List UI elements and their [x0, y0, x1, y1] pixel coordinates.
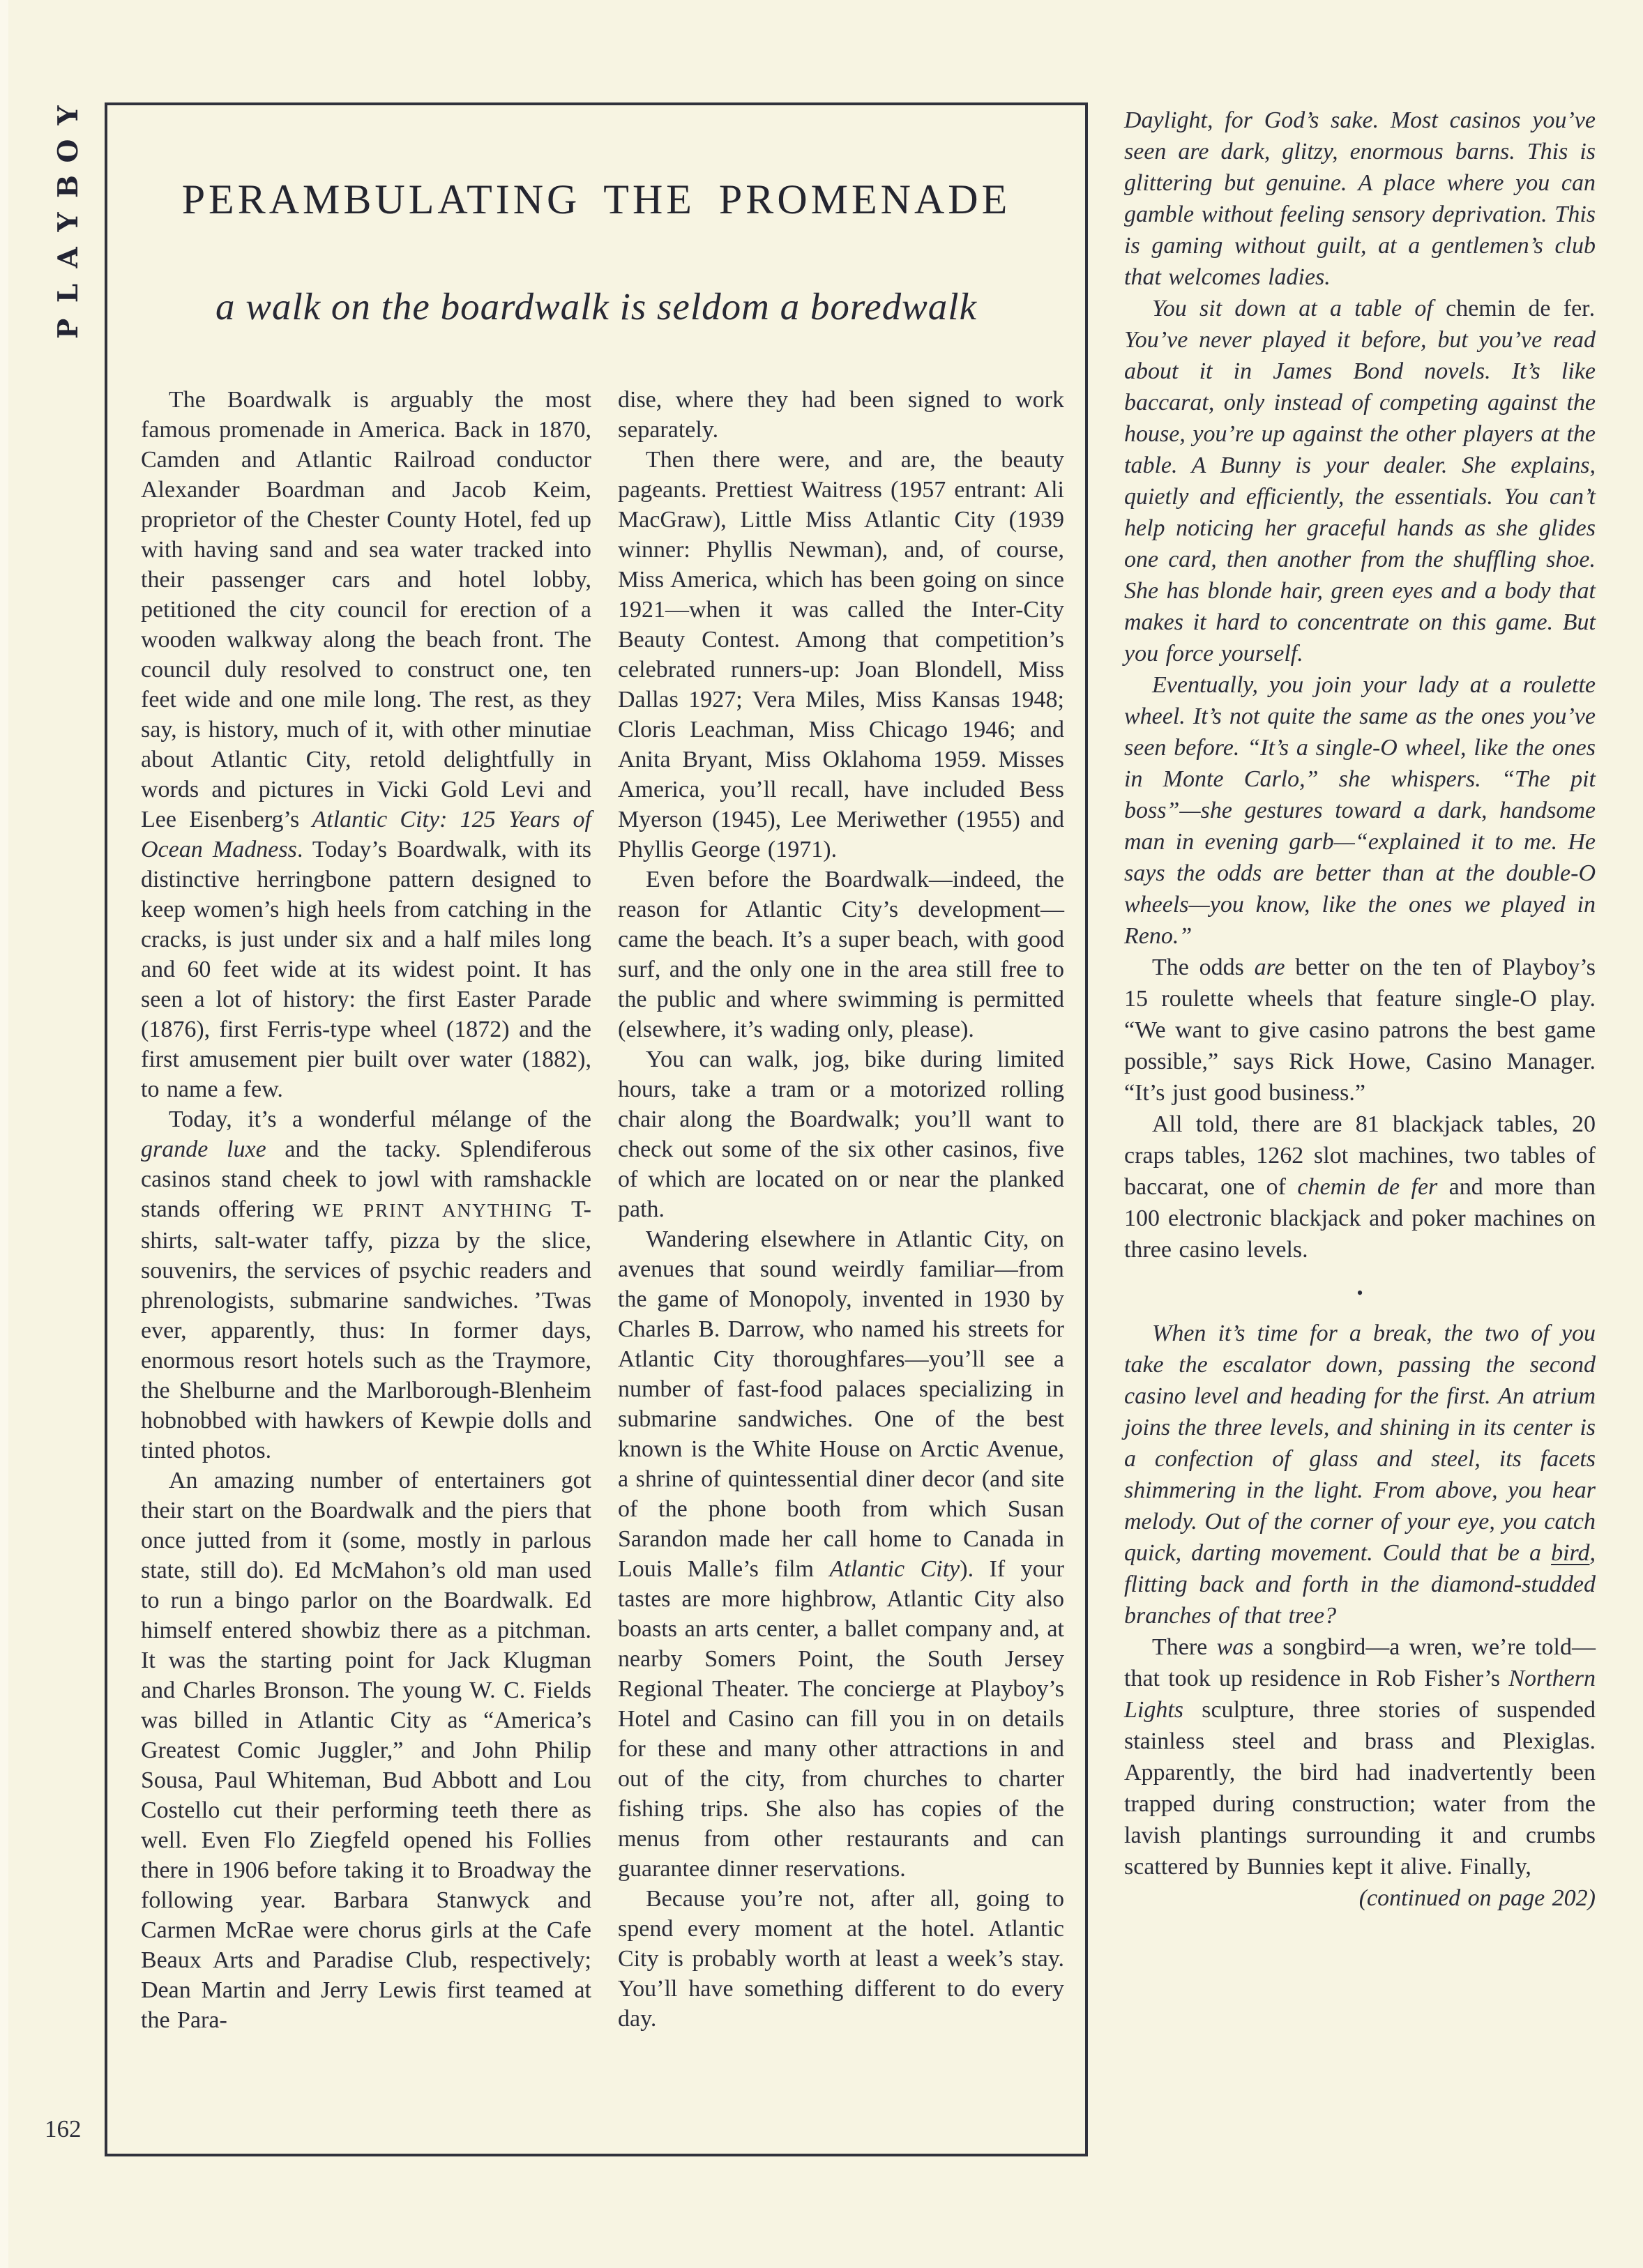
scan-edge: [0, 0, 8, 2268]
spine-letter: Y: [52, 212, 84, 232]
spine-text: [43, 98, 92, 347]
paragraph: Today, it’s a wonderful mélange of the grande luxe and the tacky. Splendiferous casinos stand cheek to jowl with ramshackle stands offering WE PRINT ANYTHING T-shirts, salt-water taffy, pizza by the slice, souvenirs, the services of psychic readers and phrenologists, submarine sandwiches. ’Twas ever, apparently, thus: In former days, enormous resort hotels such as the Traymore, the Shelburne and the Marlborough-Blenheim hobnobbed with hawkers of Kewpie dolls and tinted photos.: [141, 1106, 591, 1463]
paragraph: You can walk, jog, bike during limited hours, take a tram or a motorized rolling chair along the Boardwalk; you’ll want to check out some of the six other casinos, five of which are located on or near the planked path.: [618, 1047, 1064, 1222]
paragraph: There was a songbird—a wren, we’re told—that took up residence in Rob Fisher’s Northern Lights sculpture, three stories of suspended stainless steel and brass and Plexiglas. Apparently, the bird had inadvertently been trapped during construction; water from the lavish plantings surrounding it and crumbs scattered by Bunnies kept it alive. Finally,: [1124, 1634, 1596, 1880]
paragraph: You sit down at a table of chemin de fer. You’ve never played it before, but you’ve read about it in James Bond novels. It’s like baccarat, only instead of competing against the house, you’re up against the other players at the table. A Bunny is your dealer. She explains, quietly and efficiently, the essentials. You can’t help noticing her graceful hands as she glides one card, then another from the shuffling shoe. She has blonde hair, green eyes and a body that makes it hard to concentrate on this game. But you force yourself.: [1124, 296, 1596, 667]
bullet-separator: •: [1356, 1283, 1363, 1303]
spine-letter: B: [52, 175, 84, 198]
spine-letter: A: [52, 247, 84, 268]
spine-letter: P: [52, 318, 84, 340]
column-left: [141, 385, 591, 2035]
paragraph: Eventually, you join your lady at a roulette wheel. It’s not quite the same as the ones you’ve seen before. “It’s a single-O wheel, like the ones in Monte Carlo,” she whispers. “The pit boss”—she gestures toward a dark, handsome man in evening garb—“explained it to me. He says the odds are better than at the double-O wheels—you know, like the ones we played in Reno.”: [1124, 672, 1596, 949]
column-middle: [618, 385, 1064, 2034]
paragraph: The Boardwalk is arguably the most famous promenade in America. Back in 1870, Camden and Atlantic Railroad conductor Alexander Boardman and Jacob Keim, proprietor of the Chester County Hotel, fed up with having sand and sea water tracked into their passenger cars and hotel lobby, petitioned the city council for erection of a wooden walkway along the beach front. The council duly resolved to construct one, ten feet wide and one mile long. The rest, as they say, is history, much of it, with other minutiae about Atlantic City, retold delightfully in words and pictures in Vicki Gold Levi and Lee Eisenberg’s Atlantic City: 125 Years of Ocean Madness. Today’s Boardwalk, with its distinctive herringbone pattern designed to keep women’s high heels from catching in the cracks, is just under six and a half miles long and 60 feet wide at its widest point. It has seen a lot of history: the first Easter Parade (1876), first Ferris-type wheel (1872) and the first amusement pier built over water (1882), to name a few.: [141, 387, 592, 1102]
paragraph: Even before the Boardwalk—indeed, the reason for Atlantic City’s development—came the beach. It’s a super beach, with good surf, and the only one in the area still free to the public and where swimming is permitted (elsewhere, it’s wading only, please).: [618, 867, 1064, 1042]
paragraph: The odds are better on the ten of Playboy’s 15 roulette wheels that feature single-O play. “We want to give casino patrons the best game possible,” says Rick Howe, Casino Manager. “It’s just good business.”: [1124, 954, 1596, 1106]
paragraph: (continued on page 202): [1358, 1885, 1596, 1911]
paragraph: Wandering elsewhere in Atlantic City, on avenues that sound weirdly familiar—from the game of Monopoly, invented in 1930 by Charles B. Darrow, who named his streets for Atlantic City thoroughfares—you’ll see a number of fast-food palaces specializing in submarine sandwiches. One of the best known is the White House on Arctic Avenue, a shrine of quintessential diner decor (and site of the phone booth from which Susan Sarandon made her call home to Canada in Louis Malle’s film Atlantic City). If your tastes are more highbrow, Atlantic City also boasts an arts center, a ballet company and, at nearby Somers Point, the South Jersey Regional Theater. The concierge at Playboy’s Hotel and Casino can fill you in on details for these and many other attractions in and out of the city, from churches to charter fishing trips. She also has copies of the menus from other restaurants and can guarantee dinner reservations.: [618, 1226, 1065, 1882]
article-subtitle: a walk on the boardwalk is seldom a boredwalk: [215, 285, 977, 328]
spine-letter: O: [52, 139, 84, 163]
column-right: [1124, 105, 1596, 1914]
paragraph: Then there were, and are, the beauty pageants. Prettiest Waitress (1957 entrant: Ali MacGraw), Little Miss Atlantic City (1939 winner: Phyllis Newman), and, of course, Miss America, which has been going on since 1921—when it was called the Inter-City Beauty Contest. Among that competition’s celebrated runners-up: Joan Blondell, Miss Dallas 1927; Vera Miles, Miss Kansas 1948; Cloris Leachman, Miss Chicago 1946; and Anita Bryant, Miss Oklahoma 1959. Misses America, you’ll recall, have included Bess Myerson (1945), Lee Meriwether (1955) and Phyllis George (1971).: [618, 447, 1064, 862]
article-title: PERAMBULATING THE PROMENADE: [181, 176, 1011, 222]
page-number: 162: [45, 2115, 82, 2143]
spine-letter: Y: [52, 105, 84, 125]
paragraph: All told, there are 81 blackjack tables, 20 craps tables, 1262 slot machines, two tables of baccarat, one of chemin de fer and more than 100 electronic blackjack and poker machines on three casino levels.: [1124, 1111, 1596, 1263]
paragraph: Because you’re not, after all, going to spend every moment at the hotel. Atlantic City is probably worth at least a week’s stay. You’ll have something different to do every day.: [618, 1886, 1064, 2032]
paragraph: When it’s time for a break, the two of you take the escalator down, passing the second casino level and heading for the first. An atrium joins the three levels, and shining in its center is a confection of glass and steel, its facets shimmering in the light. From above, you hear melody. Out of the corner of your eye, you catch quick, darting movement. Could that be a bird, flitting back and forth in the diamond-studded branches of that tree?: [1124, 1321, 1596, 1629]
spine-letter: L: [52, 283, 84, 303]
paragraph: An amazing number of entertainers got their start on the Boardwalk and the piers that once jutted from it (some, mostly in parlous state, still do). Ed McMahon’s old man used to run a bingo parlor on the Boardwalk. Ed himself entered showbiz there as a pitchman. It was the starting point for Jack Klugman and Charles Bronson. The young W. C. Fields was billed in Atlantic City as “America’s Greatest Comic Juggler,” and John Philip Sousa, Paul Whiteman, Bud Abbott and Lou Costello cut their performing teeth there as well. Even Flo Ziegfeld opened his Follies there in 1906 before taking it to Broadway the following year. Barbara Stanwyck and Carmen McRae were chorus girls at the Cafe Beaux Arts and Paradise Club, respectively; Dean Martin and Jerry Lewis first teamed at the Para-: [141, 1468, 591, 2033]
paragraph: Daylight, for God’s sake. Most casinos you’ve seen are dark, glitzy, enormous barns. This is glittering but genuine. A place where you can gamble without feeling sensory deprivation. This is gaming without guilt, at a gentlemen’s club that welcomes ladies.: [1124, 107, 1596, 290]
paragraph: dise, where they had been signed to work separately.: [618, 387, 1064, 443]
